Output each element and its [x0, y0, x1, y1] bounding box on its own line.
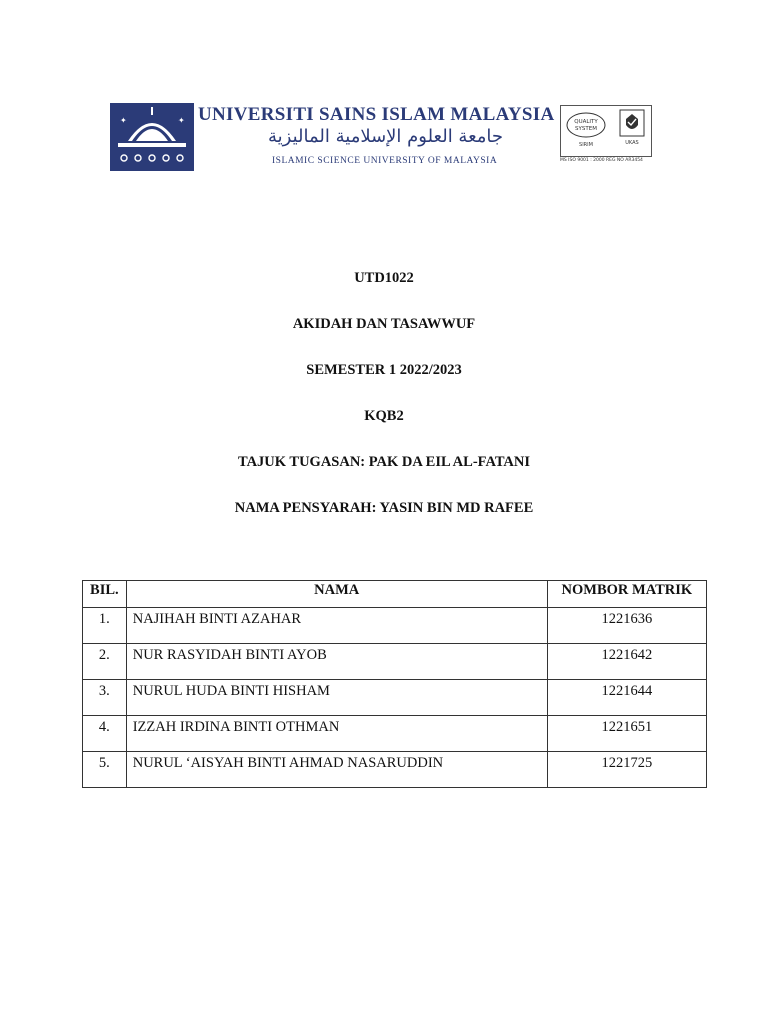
usim-crest-logo-icon	[110, 103, 194, 171]
svg-text:✦: ✦	[120, 116, 127, 125]
semester: SEMESTER 1 2022/2023	[306, 362, 462, 378]
course-name: AKIDAH DAN TASAWWUF	[292, 316, 476, 332]
table-row	[83, 716, 707, 752]
cell-nama: NURUL ‘AISYAH BINTI AHMAD NASARUDDIN	[126, 752, 547, 788]
cell-bil: 1.	[83, 608, 127, 644]
table-row	[83, 608, 707, 644]
table-row	[83, 752, 707, 788]
university-header	[110, 100, 655, 175]
header-nama: NAMA	[126, 581, 547, 608]
cell-matrik: 1221636	[547, 608, 706, 644]
table-row	[83, 680, 707, 716]
cell-nama: NAJIHAH BINTI AZAHAR	[126, 608, 547, 644]
cell-bil: 2.	[83, 644, 127, 680]
university-name: UNIVERSITI SAINS ISLAM MALAYSIA	[198, 104, 555, 125]
cell-matrik: 1221642	[547, 644, 706, 680]
cell-bil: 3.	[83, 680, 127, 716]
header-nombor-matrik: NOMBOR MATRIK	[547, 581, 706, 608]
course-code: UTD1022	[354, 270, 414, 286]
cell-bil: 4.	[83, 716, 127, 752]
system-text: SYSTEM	[575, 126, 597, 132]
group-code: KQB2	[364, 408, 404, 424]
svg-text:✦: ✦	[178, 116, 185, 125]
members-table	[82, 580, 707, 788]
cell-matrik: 1221644	[547, 680, 706, 716]
ukas-certification-logo-icon	[618, 109, 646, 149]
certification-registration: MS ISO 9001 : 2000 REG NO AR3454	[560, 158, 643, 163]
table-row	[83, 644, 707, 680]
university-name-arabic: جامعة العلوم الإسلامية الماليزية	[268, 126, 504, 147]
cell-nama: NURUL HUDA BINTI HISHAM	[126, 680, 547, 716]
quality-system-sirim-logo-icon	[564, 109, 608, 149]
cell-bil: 5.	[83, 752, 127, 788]
header-bil: BIL.	[83, 581, 127, 608]
certification-logos	[560, 105, 652, 167]
ukas-text: UKAS	[625, 140, 639, 146]
table-header-row	[83, 581, 707, 608]
university-name-english: ISLAMIC SCIENCE UNIVERSITY OF MALAYSIA	[272, 156, 498, 166]
cell-matrik: 1221651	[547, 716, 706, 752]
cell-nama: NUR RASYIDAH BINTI AYOB	[126, 644, 547, 680]
assignment-title: TAJUK TUGASAN: PAK DA EIL AL-FATANI	[237, 454, 531, 470]
lecturer-name: NAMA PENSYARAH: YASIN BIN MD RAFEE	[234, 500, 534, 516]
cell-nama: IZZAH IRDINA BINTI OTHMAN	[126, 716, 547, 752]
quality-text: QUALITY	[574, 119, 598, 125]
sirim-text: SIRIM	[579, 142, 593, 148]
cell-matrik: 1221725	[547, 752, 706, 788]
